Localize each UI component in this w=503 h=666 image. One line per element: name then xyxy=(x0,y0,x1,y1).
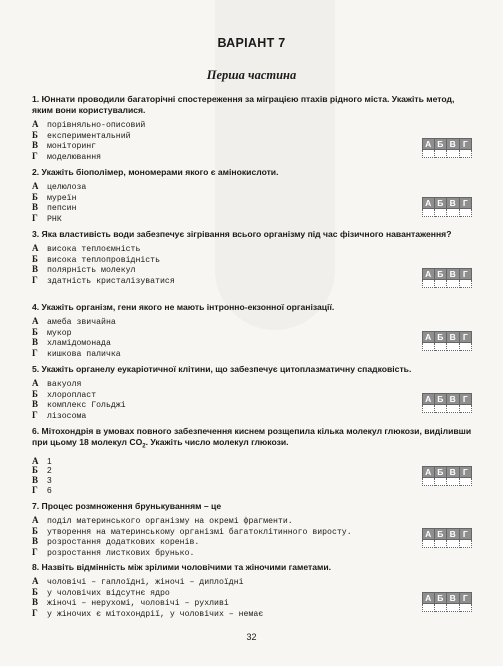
answer-box-a[interactable] xyxy=(422,478,435,486)
answer-box-d[interactable] xyxy=(460,209,473,217)
option-text: експериментальний xyxy=(47,131,131,141)
answer-letter-d: Г xyxy=(460,331,473,343)
answer-box-d[interactable] xyxy=(460,405,473,413)
answer-letter-c: В xyxy=(447,138,460,150)
answer-letter-b: Б xyxy=(435,197,448,209)
option-text: 2 xyxy=(47,465,52,476)
option-a xyxy=(32,379,472,390)
answer-letter-b: Б xyxy=(435,331,448,343)
answer-letter-a: А xyxy=(422,331,435,343)
answer-box-d[interactable] xyxy=(460,540,473,548)
answer-box-a[interactable] xyxy=(422,209,435,217)
question-text xyxy=(32,426,472,453)
answer-box-d[interactable] xyxy=(460,478,473,486)
option-b xyxy=(32,390,472,401)
answer-box-d[interactable] xyxy=(460,280,473,288)
answer-grid-1 xyxy=(422,138,472,158)
option-text: моделювання xyxy=(47,153,102,163)
option-letter: В xyxy=(32,597,39,608)
question-text: 5. Укажіть органелу еукаріотичної клітини, що забезпечує цитоплазматичну спадковість. xyxy=(32,364,412,374)
question-7 xyxy=(32,501,472,559)
question-text: 4. Укажіть організм, гени якого не мають інтронно-екзонної організації. xyxy=(32,302,335,312)
options-list xyxy=(32,120,472,163)
option-a xyxy=(32,244,472,255)
option-text: комплекс Гольджі xyxy=(47,401,126,411)
answer-letter-c: В xyxy=(447,466,460,478)
option-text: порівняльно-описовий xyxy=(47,121,146,130)
option-text: розростання листкових брунько. xyxy=(47,549,195,559)
question-3 xyxy=(32,229,472,287)
question-1 xyxy=(32,94,472,163)
option-letter: Б xyxy=(32,525,38,536)
answer-box-d[interactable] xyxy=(460,343,473,351)
answer-letter-b: Б xyxy=(435,138,448,150)
option-letter: Б xyxy=(32,191,38,202)
option-letter: Г xyxy=(32,213,38,224)
page-number: 32 xyxy=(246,632,257,642)
option-letter: В xyxy=(32,264,39,275)
option-text: у чоловічих відсутнє ядро xyxy=(47,588,170,598)
answer-box-b[interactable] xyxy=(435,604,448,612)
option-text: утворення на материнському організмі багатоклітинного виросту. xyxy=(47,527,352,537)
option-b xyxy=(32,527,472,538)
answer-letter-a: А xyxy=(422,528,435,540)
option-c xyxy=(32,598,472,609)
answer-box-b[interactable] xyxy=(435,343,448,351)
option-c xyxy=(32,265,472,276)
answer-letter-d: Г xyxy=(460,197,473,209)
options-list xyxy=(32,244,472,287)
option-text: 3 xyxy=(47,475,52,486)
option-letter: В xyxy=(32,140,39,151)
answer-letter-a: А xyxy=(422,197,435,209)
option-a xyxy=(32,182,472,193)
question-text: 3. Яка властивість води забезпечує зігрівання всього організму під час фізичного навантаження? xyxy=(32,229,452,239)
option-text: мукор xyxy=(47,328,72,338)
subscript: 2 xyxy=(142,443,146,450)
answer-letter-d: Г xyxy=(460,393,473,405)
options-list xyxy=(32,457,472,496)
option-d xyxy=(32,486,472,496)
answer-box-d[interactable] xyxy=(460,604,473,612)
option-letter: Г xyxy=(32,484,38,495)
question-5 xyxy=(32,364,472,422)
answer-box-c[interactable] xyxy=(447,405,460,413)
option-a xyxy=(32,457,472,467)
answer-box-c[interactable] xyxy=(447,280,460,288)
question-8 xyxy=(32,562,472,620)
answer-grid-7 xyxy=(422,528,472,548)
option-c xyxy=(32,203,472,214)
answer-box-a[interactable] xyxy=(422,540,435,548)
answer-letter-c: В xyxy=(447,592,460,604)
answer-grid-2 xyxy=(422,197,472,217)
option-b xyxy=(32,328,472,339)
answer-box-b[interactable] xyxy=(435,280,448,288)
answer-letter-a: А xyxy=(422,138,435,150)
option-text: вакуоля xyxy=(47,380,82,389)
option-c xyxy=(32,537,472,548)
option-letter: А xyxy=(32,316,39,326)
answer-grid-4 xyxy=(422,331,472,351)
question-text: 1. Юннати проводили багаторічні спостереження за міграцією птахів рідного міста. Укажіть метод, яким вони користувалися. xyxy=(32,94,455,115)
option-letter: Б xyxy=(32,388,38,399)
answer-grid-5 xyxy=(422,393,472,413)
answer-box-b[interactable] xyxy=(435,540,448,548)
option-a xyxy=(32,317,472,328)
options-list xyxy=(32,577,472,620)
answer-box-a[interactable] xyxy=(422,405,435,413)
option-text: пепсин xyxy=(47,204,77,214)
answer-box-c[interactable] xyxy=(447,478,460,486)
question-2 xyxy=(32,167,472,225)
option-letter: А xyxy=(32,243,39,253)
option-text: моніторинг xyxy=(47,142,97,152)
answer-box-c[interactable] xyxy=(447,604,460,612)
option-letter: А xyxy=(32,181,39,191)
option-a xyxy=(32,120,472,131)
answer-letter-a: А xyxy=(422,268,435,280)
answer-letter-c: В xyxy=(447,393,460,405)
answer-letter-b: Б xyxy=(435,466,448,478)
option-letter: А xyxy=(32,515,39,525)
answer-box-a[interactable] xyxy=(422,280,435,288)
options-list xyxy=(32,516,472,559)
option-letter: Б xyxy=(32,586,38,597)
option-letter: А xyxy=(32,378,39,388)
option-text: висока теплоємність xyxy=(47,245,141,254)
answer-letter-a: А xyxy=(422,393,435,405)
option-text: целюлоза xyxy=(47,183,87,192)
answer-letter-b: Б xyxy=(435,528,448,540)
answer-box-c[interactable] xyxy=(447,540,460,548)
option-text: 1 xyxy=(47,455,52,466)
option-a xyxy=(32,577,472,588)
part-title: Перша частина xyxy=(206,68,297,82)
question-text: 2. Укажіть біополімер, мономерами якого є амінокислоти. xyxy=(32,167,279,177)
option-letter: В xyxy=(32,536,39,547)
option-letter: Г xyxy=(32,151,38,162)
option-letter: В xyxy=(32,202,39,213)
option-letter: Б xyxy=(32,326,38,337)
option-d xyxy=(32,411,472,422)
question-text-part: . Укажіть число молекул глюкози. xyxy=(145,437,289,447)
option-c xyxy=(32,141,472,152)
answer-letter-c: В xyxy=(447,331,460,343)
answer-letter-b: Б xyxy=(435,268,448,280)
answer-grid-6 xyxy=(422,466,472,486)
option-text: хламідомонада xyxy=(47,339,111,349)
option-b xyxy=(32,193,472,204)
option-d xyxy=(32,349,472,360)
option-d xyxy=(32,276,472,287)
option-text: поділ материнського організму на окремі фрагменти. xyxy=(47,517,293,526)
answer-box-b[interactable] xyxy=(435,209,448,217)
answer-grid-3 xyxy=(422,268,472,288)
answer-grid-8 xyxy=(422,592,472,612)
option-d xyxy=(32,609,472,620)
option-b xyxy=(32,131,472,142)
variant-title: ВАРІАНТ 7 xyxy=(217,36,286,50)
option-text: кишкова паличка xyxy=(47,350,121,360)
option-letter: Г xyxy=(32,348,38,359)
option-text: 6 xyxy=(47,484,52,495)
answer-box-a[interactable] xyxy=(422,150,435,158)
option-letter: Г xyxy=(32,608,38,619)
question-text-part: 6. Мітохондрія в умовах повного забезпечення киснем розщепила кілька молекул глюкози, виділивши при цьому 18 молекул CO xyxy=(32,426,472,447)
option-text: хлоропласт xyxy=(47,390,97,400)
answer-letter-a: А xyxy=(422,592,435,604)
answer-letter-d: Г xyxy=(460,528,473,540)
answer-box-c[interactable] xyxy=(447,150,460,158)
option-letter: Б xyxy=(32,129,38,140)
option-text: РНК xyxy=(47,215,62,225)
option-letter: Б xyxy=(32,465,38,476)
option-c xyxy=(32,400,472,411)
option-letter: В xyxy=(32,475,39,486)
answer-letter-a: А xyxy=(422,466,435,478)
options-list xyxy=(32,317,472,360)
answer-letter-c: В xyxy=(447,528,460,540)
option-letter: В xyxy=(32,399,39,410)
option-a xyxy=(32,516,472,527)
answer-box-b[interactable] xyxy=(435,150,448,158)
option-b xyxy=(32,588,472,599)
answer-box-c[interactable] xyxy=(447,343,460,351)
answer-box-b[interactable] xyxy=(435,478,448,486)
option-b xyxy=(32,466,472,476)
answer-letter-c: В xyxy=(447,268,460,280)
option-letter: А xyxy=(32,119,39,129)
option-text: муреїн xyxy=(47,193,77,203)
option-letter: В xyxy=(32,337,39,348)
answer-letter-d: Г xyxy=(460,592,473,604)
answer-letter-b: Б xyxy=(435,393,448,405)
answer-box-d[interactable] xyxy=(460,150,473,158)
option-d xyxy=(32,152,472,163)
answer-box-c[interactable] xyxy=(447,209,460,217)
answer-letter-d: Г xyxy=(460,466,473,478)
option-text: амеба звичайна xyxy=(47,318,116,327)
question-6 xyxy=(32,426,472,496)
option-d xyxy=(32,214,472,225)
question-text: 7. Процес розмноження брунькуванням – це xyxy=(32,501,222,511)
question-4 xyxy=(32,302,472,360)
option-c xyxy=(32,476,472,486)
option-d xyxy=(32,548,472,559)
answer-box-a[interactable] xyxy=(422,343,435,351)
option-text: у жіночих є мітохондрії, у чоловічих – немає xyxy=(47,610,264,620)
option-text: жіночі – нерухомі, чоловічі – рухливі xyxy=(47,599,229,609)
option-letter: А xyxy=(32,576,39,586)
option-text: здатність кристалізуватися xyxy=(47,277,175,287)
option-text: лізосома xyxy=(47,412,87,422)
options-list xyxy=(32,379,472,422)
question-text: 8. Назвіть відмінність між зрілими чоловічими та жіночими гаметами. xyxy=(32,562,332,572)
option-b xyxy=(32,255,472,266)
option-text: розростання додаткових коренів. xyxy=(47,538,200,548)
option-text: чоловічі – гаплоїдні, жіночі – диплоїдні xyxy=(47,578,244,587)
answer-letter-b: Б xyxy=(435,592,448,604)
answer-letter-c: В xyxy=(447,197,460,209)
option-letter: Г xyxy=(32,275,38,286)
answer-box-a[interactable] xyxy=(422,604,435,612)
option-c xyxy=(32,338,472,349)
option-text: висока теплопровідність xyxy=(47,255,161,265)
option-text: полярність молекул xyxy=(47,266,136,276)
option-letter: А xyxy=(32,455,39,466)
option-letter: Г xyxy=(32,410,38,421)
options-list xyxy=(32,182,472,225)
answer-box-b[interactable] xyxy=(435,405,448,413)
option-letter: Б xyxy=(32,253,38,264)
option-letter: Г xyxy=(32,547,38,558)
answer-letter-d: Г xyxy=(460,138,473,150)
answer-letter-d: Г xyxy=(460,268,473,280)
